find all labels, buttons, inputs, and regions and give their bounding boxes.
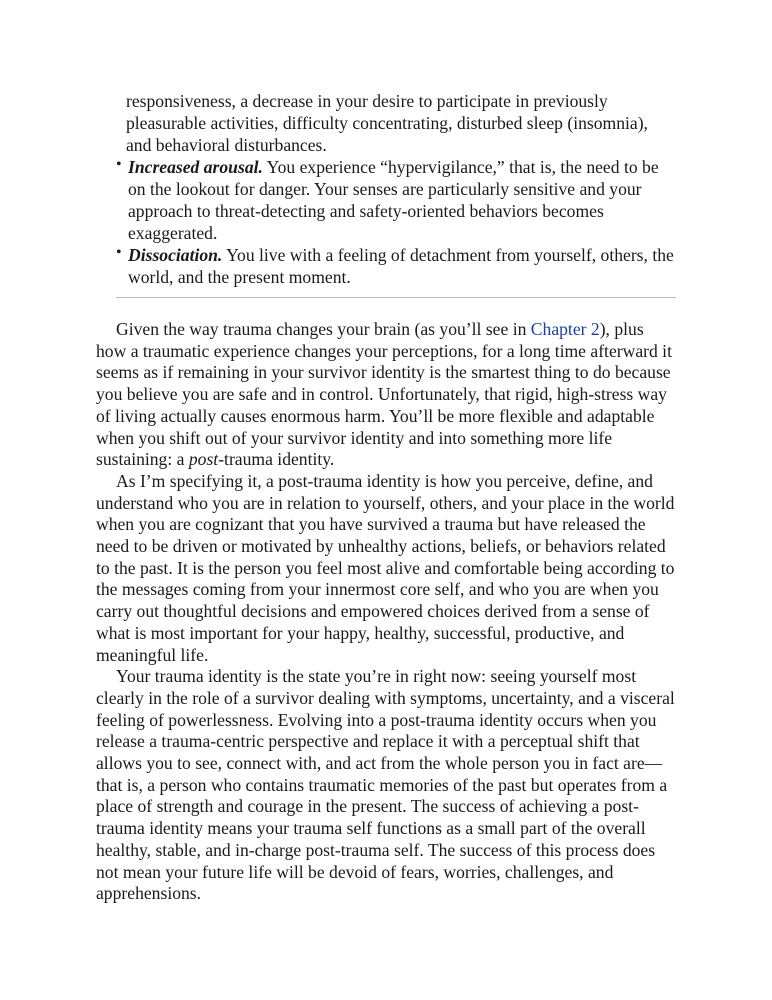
bullet-text	[128, 156, 676, 244]
paragraph-1	[96, 319, 676, 471]
bullet-term: Increased arousal.	[128, 157, 263, 177]
bullet-description: You live with a feeling of detachment from yourself, others, the world, and the present moment.	[128, 245, 674, 287]
paragraph-1-start: Given the way trauma changes your brain (as you’ll see in	[116, 319, 531, 339]
body-text	[96, 319, 676, 905]
callout-continuation: responsiveness, a decrease in your desire to participate in previously pleasurable activities, difficulty concentrating, disturbed sleep (insomnia), and behavioral disturbances.	[126, 91, 648, 155]
bullet-marker: •	[116, 156, 122, 173]
bullet-term: Dissociation.	[128, 245, 223, 265]
callout-divider	[116, 297, 676, 298]
paragraph-1-middle: ), plus how a traumatic experience changes your perceptions, for a long time afterward it seems as if remaining in your survivor identity is the smartest thing to do because you believe you are safe and in control. Unfortunately, that rigid, high-stress way of living actually causes enormous harm. You’ll be more flexible and adaptable when you shift out of your survivor identity and into something more life sustaining: a	[96, 319, 672, 470]
symptom-callout	[96, 90, 676, 288]
chapter-2-link[interactable]: Chapter 2	[530, 319, 600, 339]
bullet-text	[128, 244, 676, 288]
paragraph-1-end: -trauma identity.	[218, 449, 335, 470]
bullet-marker: •	[116, 244, 122, 261]
paragraph-2: As I’m specifying it, a post-trauma identity is how you perceive, define, and understand who you are in relation to yourself, others, and your place in the world when you are cognizant that you have survived a trauma but have released the need to be driven or motivated by unhealthy actions, beliefs, or behaviors related to the past. It is the person you feel most alive and comfortable being according to the messages coming from your innermost core self, and who you are when you carry out thoughtful decisions and empowered choices derived from a sense of what is most important for your happy, healthy, successful, productive, and meaningful life.	[96, 470, 675, 665]
paragraph-3: Your trauma identity is the state you’re in right now: seeing yourself most clearly in the role of a survivor dealing with symptoms, uncertainty, and a visceral feeling of powerlessness. Evolving into a post-trauma identity occurs when you release a trauma-centric perspective and replace it with a perceptual shift that allows you to see, connect with, and act from the whole person you in fact are—that is, a person who contains traumatic memories of the past but operates from a place of strength and courage in the present. The success of achieving a post-trauma identity means your trauma self functions as a small part of the overall healthy, stable, and in-charge post-trauma self. The success of this process does not mean your future life will be devoid of fears, worries, challenges, and apprehensions.	[96, 666, 675, 904]
bullet-dissociation	[116, 244, 676, 288]
bullet-description: You experience “hypervigilance,” that is, the need to be on the lookout for danger. Your senses are particularly sensitive and your approach to threat-detecting and safety-oriented behaviors becomes exaggerated.	[128, 157, 659, 243]
post-emphasis: post	[188, 449, 219, 470]
bullet-increased-arousal	[116, 156, 676, 244]
